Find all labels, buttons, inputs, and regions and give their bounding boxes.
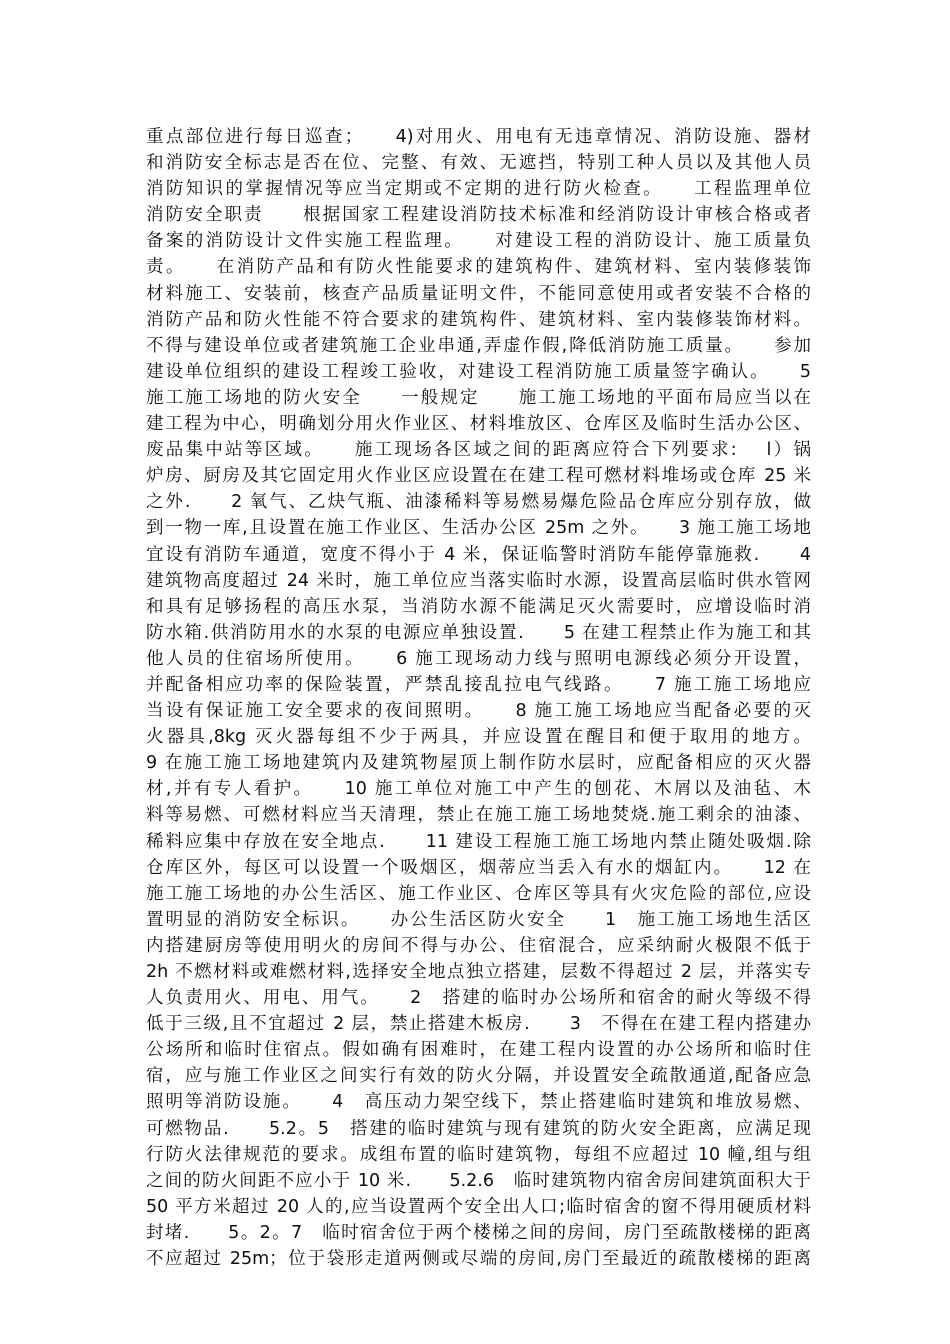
text-line: 9 在施工施工场地建筑内及建筑物屋顶上制作防水层时，应配备相应的灭火器 <box>146 753 811 774</box>
text-line: 他人员的住宿场所使用。 6 施工现场动力线与照明电源线必须分开设置， <box>146 648 811 669</box>
text-line: 仓库区外，每区可以设置一个吸烟区，烟蒂应当丢入有水的烟缸内。 12 在 <box>146 857 811 878</box>
text-line: 建筑物高度超过 24 米时，施工单位应当落实临时水源，设置高层临时供水管网 <box>146 570 811 591</box>
text-line: 火器具,8kg 灭火器每组不少于两具，并应设置在醒目和便于取用的地方。 <box>146 727 811 748</box>
text-line: 不得与建设单位或者建筑施工企业串通,弄虚作假,降低消防施工质量。 参加 <box>146 335 811 356</box>
text-line: 行防火法律规范的要求。成组布置的临时建筑物，每组不应超过 10 幢,组与组 <box>146 1144 811 1165</box>
text-line: 责。 在消防产品和有防火性能要求的建筑构件、建筑材料、室内装修装饰 <box>146 257 811 278</box>
text-line: 建设单位组织的建设工程竣工验收，对建设工程消防施工质量签字确认。 5 <box>146 361 811 382</box>
text-line: 公场所和临时住宿点。假如确有困难时，在建工程内设置的办公场所和临时住 <box>146 1040 811 1061</box>
text-line: 低于三级,且不宜超过 2 层，禁止搭建木板房. 3 不得在在建工程内搭建办 <box>146 1014 811 1035</box>
text-line: 50 平方米超过 20 人的,应当设置两个安全出人口;临时宿舍的窗不得用硬质材料 <box>146 1196 811 1217</box>
text-line: 稀料应集中存放在安全地点. 11 建设工程施工施工场地内禁止随处吸烟.除 <box>146 831 811 852</box>
text-line: 到一物一库,且设置在施工作业区、生活办公区 25m 之外。 3 施工施工场地 <box>146 518 811 539</box>
body-text <box>146 124 811 1272</box>
text-line: 防水箱.供消防用水的水泵的电源应单独设置. 5 在建工程禁止作为施工和其 <box>146 622 811 643</box>
text-line: 宜设有消防车通道，宽度不得小于 4 米，保证临警时消防车能停靠施救. 4 <box>146 544 811 565</box>
text-line: 置明显的消防安全标识。 办公生活区防火安全 1 施工施工场地生活区 <box>146 909 811 930</box>
text-line: 可燃物品. 5.2。5 搭建的临时建筑与现有建筑的防火安全距离，应满足现 <box>146 1118 811 1139</box>
text-line: 和消防安全标志是否在位、完整、有效、无遮挡，特别工种人员以及其他人员 <box>146 153 811 174</box>
text-line: 废品集中站等区域。 施工现场各区域之间的距离应符合下列要求: l）锅 <box>146 440 811 461</box>
text-line: 和具有足够扬程的高压水泵，当消防水源不能满足灭火需要时，应增设临时消 <box>146 596 811 617</box>
text-line: 消防安全职责 根据国家工程建设消防技术标准和经消防设计审核合格或者 <box>146 205 811 226</box>
text-line: 材,并有专人看护。 10 施工单位对施工中产生的刨花、木屑以及油毡、木 <box>146 779 811 800</box>
text-line: 内搭建厨房等使用明火的房间不得与办公、住宿混合，应采纳耐火极限不低于 <box>146 935 811 956</box>
text-line: 备案的消防设计文件实施工程监理。 对建设工程的消防设计、施工质量负 <box>146 231 811 252</box>
text-line: 施工施工场地的办公生活区、施工作业区、仓库区等具有火灾危险的部位,应设 <box>146 883 811 904</box>
text-line: 封堵. 5。2。7 临时宿舍位于两个楼梯之间的房间，房门至疏散楼梯的距离 <box>146 1222 811 1243</box>
text-line: 照明等消防设施。 4 高压动力架空线下，禁止搭建临时建筑和堆放易燃、 <box>146 1092 811 1113</box>
text-line: 建工程为中心，明确划分用火作业区、材料堆放区、仓库区及临时生活办公区、 <box>146 414 811 435</box>
text-line: 消防知识的掌握情况等应当定期或不定期的进行防火检查。 工程监理单位 <box>146 179 811 200</box>
text-line: 不应超过 25m；位于袋形走道两侧或尽端的房间,房门至最近的疏散楼梯的距离 <box>146 1249 811 1270</box>
text-line: 施工施工场地的防火安全 一般规定 施工施工场地的平面布局应当以在 <box>146 387 811 408</box>
text-line: 宿，应与施工作业区之间实行有效的防火分隔，并设置安全疏散通道,配备应急 <box>146 1066 811 1087</box>
text-line: 之外. 2 氧气、乙炔气瓶、油漆稀料等易燃易爆危险品仓库应分别存放，做 <box>146 492 811 513</box>
text-line: 之间的防火间距不应小于 10 米. 5.2.6 临时建筑物内宿舍房间建筑面积大于 <box>146 1170 811 1191</box>
text-line: 当设有保证施工安全要求的夜间照明。 8 施工施工场地应当配备必要的灭 <box>146 701 811 722</box>
text-line: 炉房、厨房及其它固定用火作业区应设置在在建工程可燃材料堆场或仓库 25 米 <box>146 466 811 487</box>
text-line: 消防产品和防火性能不符合要求的建筑构件、建筑材料、室内装修装饰材料。 <box>146 309 811 330</box>
text-line: 材料施工、安装前，核查产品质量证明文件，不能同意使用或者安装不合格的 <box>146 283 811 304</box>
text-line: 并配备相应功率的保险装置，严禁乱接乱拉电气线路。 7 施工施工场地应 <box>146 674 811 695</box>
text-line: 人负责用火、用电、用气。 2 搭建的临时办公场所和宿舍的耐火等级不得 <box>146 988 811 1009</box>
text-line: 料等易燃、可燃材料应当天清理，禁止在施工施工场地焚烧.施工剩余的油漆、 <box>146 805 811 826</box>
text-line: 2h 不燃材料或难燃材料,选择安全地点独立搭建，层数不得超过 2 层，并落实专 <box>146 962 811 982</box>
text-line: 重点部位进行每日巡查； 4)对用火、用电有无违章情况、消防设施、器材 <box>146 127 811 147</box>
